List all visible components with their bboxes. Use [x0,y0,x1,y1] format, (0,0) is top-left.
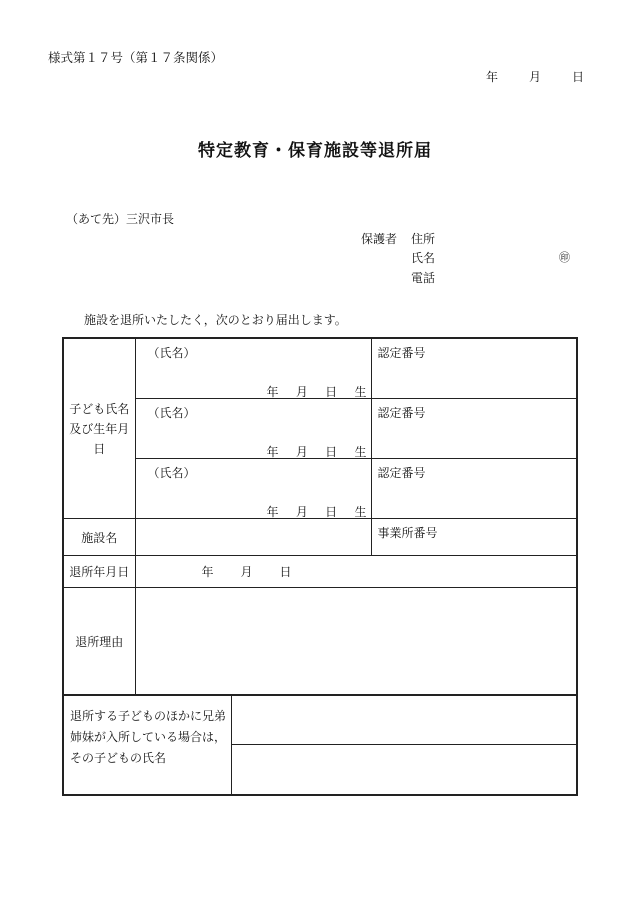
guardian-name-label: 氏名 [411,251,436,265]
form-number: 様式第１７号（第１７条関係） [48,50,224,65]
submission-date [486,68,584,85]
withdraw-date-cell[interactable] [135,556,577,588]
birth-suffix-label: 生 [354,385,367,399]
intro-text: 施設を退所いたしたく，次のとおり届出します。 [84,313,347,327]
sibling-name-cell-2[interactable] [231,745,577,795]
date-year-label: 年 [486,70,499,84]
office-number-cell[interactable] [371,519,577,556]
facility-name-label: 施設名 [63,519,135,556]
child-name-birth-label [63,338,135,519]
child-1-name-cell[interactable] [135,338,371,399]
date-day-label: 日 [571,70,584,84]
facility-name-cell[interactable] [135,519,371,556]
name-placeholder: （氏名） [147,346,196,360]
child-2-cert-cell[interactable] [371,399,577,459]
birth-day-label: 日 [325,385,338,399]
withdraw-reason-cell[interactable] [135,588,577,695]
guardian-phone-label: 電話 [411,271,436,285]
birth-date-labels [267,383,367,400]
birth-year-label: 年 [266,505,279,519]
withdraw-date-label: 退所年月日 [63,556,135,588]
office-number-label: 事業所番号 [377,526,438,540]
child-label-line-2: 及び生年月 [69,421,130,436]
addressee: （あて先）三沢市長 [66,212,175,226]
withdraw-month-label: 月 [240,565,253,579]
child-1-cert-cell[interactable] [371,338,577,399]
sibling-table [62,695,578,796]
birth-suffix-label: 生 [354,445,367,459]
birth-month-label: 月 [295,385,308,399]
document-title: 特定教育・保育施設等退所届 [198,141,432,161]
birth-date-labels [267,503,367,520]
withdrawal-form-table [62,337,578,696]
birth-month-label: 月 [295,505,308,519]
birth-day-label: 日 [325,445,338,459]
withdraw-date-labels [202,563,292,580]
withdraw-year-label: 年 [201,565,214,579]
birth-suffix-label: 生 [354,505,367,519]
sibling-name-cell-1[interactable] [231,696,577,745]
birth-day-label: 日 [325,505,338,519]
sibling-label: 退所する子どものほかに兄弟姉妹が入所している場合は，その子どもの氏名 [63,696,231,796]
child-label-line-1: 子ども氏名 [69,401,130,416]
name-placeholder: （氏名） [147,466,196,480]
guardian-address-label: 住所 [411,232,436,246]
child-3-name-cell[interactable] [135,459,371,519]
birth-month-label: 月 [295,445,308,459]
cert-number-label: 認定番号 [377,466,426,480]
child-label-line-3: 日 [93,441,106,456]
cert-number-label: 認定番号 [377,406,426,420]
name-placeholder: （氏名） [147,406,196,420]
seal-icon: ㊞ [559,251,570,264]
child-2-name-cell[interactable] [135,399,371,459]
birth-year-label: 年 [266,385,279,399]
withdraw-reason-label: 退所理由 [63,588,135,695]
cert-number-label: 認定番号 [377,346,426,360]
birth-year-label: 年 [266,445,279,459]
child-3-cert-cell[interactable] [371,459,577,519]
birth-date-labels [267,443,367,460]
date-month-label: 月 [528,70,541,84]
guardian-label: 保護者 [361,232,398,246]
withdraw-day-label: 日 [279,565,292,579]
